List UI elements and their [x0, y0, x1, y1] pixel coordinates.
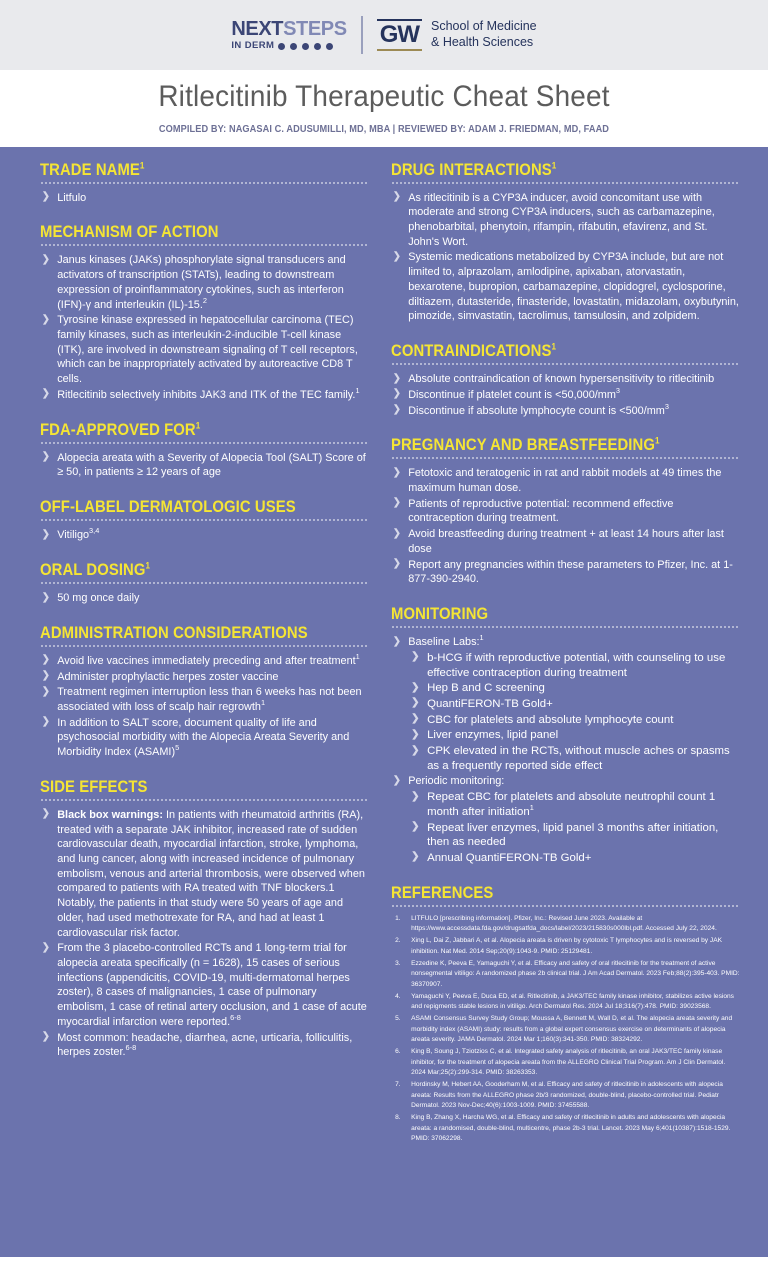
left-column	[40, 161, 369, 1241]
section-trade-name	[40, 161, 369, 206]
section-dot-divider	[40, 645, 369, 647]
sub-list-item: ❯ Repeat CBC for platelets and absolute neutrophil count 1 month after initiation$^1$	[391, 790, 740, 819]
list-item: ❯ From the 3 placebo-controlled RCTs and 1 long-term trial for alopecia areata specifically (n = 1628), 15 cases of serious infections (appendicitis, COVID-19, multi-dermatomal herpes zoster), 8 cases of malignancies, 1 case of pulmonary embolism, 1 case of retinal artery occlusion, and 1 case of acute myocardial infarction were reported.$^{6-8}$	[40, 941, 368, 1029]
section-oral-dosing	[40, 561, 369, 606]
section-dot-divider	[40, 442, 369, 444]
fda-approved-for-heading: FDA-APPROVED FOR$^1$	[40, 420, 201, 439]
section-dot-divider	[391, 626, 740, 628]
sub-list-item: ❯ CPK elevated in the RCTs, without muscle aches or spasms as a frequently reported side effect	[391, 744, 740, 773]
monitoring-heading: MONITORING	[391, 604, 489, 623]
section-dot-divider	[40, 182, 369, 184]
byline: COMPILED BY: NAGASAI C. ADUSUMILLI, MD, MBA | REVIEWED BY: ADAM J. FRIEDMAN, MD, FAAD	[158, 123, 610, 135]
trade-name-heading: TRADE NAME$^1$	[40, 160, 145, 179]
list-item: ❯ Avoid live vaccines immediately preceding and after treatment$^1$	[40, 654, 368, 669]
gw-school-name	[431, 19, 537, 50]
brand-steps-text: STEPS	[283, 18, 347, 41]
section-mechanism-of-action	[40, 223, 369, 402]
sub-list-item: ❯ b-HCG if with reproductive potential, with counseling to use effective contraception during treatment	[391, 651, 740, 680]
section-pregnancy-and-breastfeeding	[391, 436, 740, 587]
section-dot-divider	[40, 799, 369, 801]
sub-list-item: ❯ QuantiFERON-TB Gold+	[391, 697, 740, 712]
list-item: ❯ 50 mg once daily	[40, 591, 368, 606]
references-heading: REFERENCES	[391, 883, 494, 902]
list-item: ❯ Janus kinases (JAKs) phosphorylate signal transducers and activators of transcription (STATs), leading to downstream expression of proinflammatory cytokines, such as interferon (IFN)-γ and interleukin (IL)-15.$^2$	[40, 253, 368, 312]
contraindications-heading: CONTRAINDICATIONS$^1$	[391, 341, 557, 360]
sub-list-item: ❯ Liver enzymes, lipid panel	[391, 728, 740, 743]
oral-dosing-list	[40, 591, 369, 606]
section-administration-considerations	[40, 624, 369, 760]
reference-item: King B, Soung J, Tziotzios C, et al. Integrated safety analysis of ritlecitinib, an oral JAK3/TEC family kinase inhibitor, for the treatment of alopecia areata from the ALLEGRO Clinical Trial Program. Am J Clin Dermatol. 2024 Mar;25(2):299-314. PMID: 38263353.	[411, 1047, 726, 1077]
list-item: ❯ Baseline Labs:$^1$	[391, 635, 739, 650]
reference-item: King B, Zhang X, Harcha WG, et al. Efficacy and safety of ritlecitinib in adults and adolescents with alopecia areata: a randomised, double-blind, multicentre, phase 2b-3 trial. Lancet. 2023 May 6;401(10387):1518-1529. PMID: 37062298.	[411, 1113, 731, 1143]
brand-logo-bar	[0, 0, 768, 70]
section-off-label-dermatologic-uses	[40, 498, 369, 543]
logo-divider	[361, 16, 363, 54]
list-item: ❯ Vitiligo$^{3,4}$	[40, 528, 368, 543]
oral-dosing-heading: ORAL DOSING$^1$	[40, 560, 151, 579]
section-dot-divider	[391, 182, 740, 184]
references-section	[391, 884, 740, 1145]
section-dot-divider	[40, 244, 369, 246]
drug-interactions-heading: DRUG INTERACTIONS$^1$	[391, 160, 557, 179]
sub-list	[391, 651, 740, 774]
page-title: Ritlecitinib Therapeutic Cheat Sheet	[158, 80, 610, 113]
section-dot-divider	[40, 519, 369, 521]
list-item: ❯ Administer prophylactic herpes zoster vaccine	[40, 670, 368, 685]
sub-list	[391, 790, 740, 866]
next-steps-subline	[231, 41, 333, 51]
list-item: ❯ Systemic medications metabolized by CYP3A include, but are not limited to, alprazolam, amlodipine, apixaban, atorvastatin, bexarotene, bupropion, carbamazepine, clopidogrel, cyclosporine, diltiazem, dutasteride, finasteride, lovastatin, midazolam, oxybutynin, pimozide, simvastatin, tacrolimus, tamsulosin, and zolpidem.	[391, 250, 739, 324]
section-contraindications	[391, 342, 740, 418]
section-dot-divider	[391, 457, 740, 459]
brand-in-derm-text: IN DERM	[231, 40, 275, 52]
list-item: ❯ Most common: headache, diarrhea, acne, urticaria, folliculitis, herpes zoster.$^{6-8}$	[40, 1031, 368, 1060]
side-effects-heading: SIDE EFFECTS	[40, 777, 148, 796]
next-steps-in-derm-logo	[231, 19, 346, 51]
next-steps-wordmark	[231, 19, 346, 39]
reference-list	[391, 914, 740, 1145]
section-fda-approved-for	[40, 421, 369, 481]
administration-considerations-heading: ADMINISTRATION CONSIDERATIONS	[40, 623, 308, 642]
section-dot-divider	[40, 582, 369, 584]
reference-item: Hordinsky M, Hebert AA, Gooderham M, et al. Efficacy and safety of ritlecitinib in adolescents with alopecia areata: Results from the ALLEGRO phase 2b/3 randomized, double-blind, placebo-controlled trial. Pediatr Dermatol. 2023 Nov-Dec;40(6):1003-1009. PMID: 37455588.	[411, 1080, 723, 1110]
section-dot-divider	[391, 905, 740, 907]
sub-list-item: ❯ Repeat liver enzymes, lipid panel 3 months after initiation, then as needed	[391, 821, 740, 850]
off-label-dermatologic-uses-heading: OFF-LABEL DERMATOLOGIC USES	[40, 498, 296, 517]
list-item: ❯ Alopecia areata with a Severity of Alopecia Tool (SALT) Score of ≥ 50, in patients ≥ 12 years of age	[40, 451, 368, 480]
mechanism-of-action-list	[40, 253, 369, 402]
monitoring-list	[391, 635, 740, 866]
mechanism-of-action-heading: MECHANISM OF ACTION	[40, 223, 219, 242]
reference-item: LITFULO [prescribing information]. Pfizer, Inc.: Revised June 2023. Available at https://www.accessdata.fda.gov/drugsatfda_docs/label/2023/215830s000lbl.pdf. Accessed July 22, 2024.	[411, 914, 717, 933]
cheat-sheet-body	[0, 147, 768, 1257]
right-column	[391, 161, 740, 1241]
off-label-dermatologic-uses-list	[40, 528, 369, 543]
list-item: ❯ Tyrosine kinase expressed in hepatocellular carcinoma (TEC) family kinases, such as interleukin-2-inducible T-cell kinase (ITK), are involved in downstream signaling of T cell receptors, which can be inappropriately activated by autoreactive CD8 T cells.	[40, 313, 368, 387]
list-item: ❯ Report any pregnancies within these parameters to Pfizer, Inc. at 1-877-390-2940.	[391, 558, 739, 587]
reference-item: Ezzedine K, Peeva E, Yamaguchi Y, et al. Efficacy and safety of oral ritlecitinib for the treatment of active nonsegmental vitiligo: A randomized phase 2b clinical trial. J Am Acad Dermatol. 2023 Feb;88(2):395-403. PMID: 36370907.	[411, 959, 740, 988]
section-drug-interactions	[391, 161, 740, 324]
list-item: ❯ Discontinue if absolute lymphocyte count is $<500/mm^3$	[391, 404, 739, 419]
section-monitoring	[391, 605, 740, 866]
side-effects-list	[40, 808, 369, 1060]
pregnancy-and-breastfeeding-list	[391, 466, 740, 587]
list-item: ❯ Discontinue if platelet count is $<50,000/mm^3$	[391, 388, 739, 403]
gw-school-line1: School of Medicine	[431, 19, 537, 34]
list-item: ❯ Avoid breastfeeding during treatment + at least 14 hours after last dose	[391, 527, 739, 556]
list-item: ❯ Fetotoxic and teratogenic in rat and rabbit models at 49 times the maximum human dose.	[391, 466, 739, 495]
trade-name-list	[40, 191, 369, 206]
sub-list-item: ❯ Hep B and C screening	[391, 681, 740, 696]
list-item: ❯ Ritlecitinib selectively inhibits JAK3 and ITK of the TEC family.$^1$	[40, 388, 368, 403]
fda-approved-for-list	[40, 451, 369, 480]
gw-logo	[377, 19, 537, 51]
reference-item: Yamaguchi Y, Peeva E, Duca ED, et al. Ritlecitinib, a JAK3/TEC family kinase inhibitor, stabilizes active lesions and repigments stable lesions in vitiligo. Arch Dermatol Res. 2024 Jul 18;316(7):478. PMID: 39023568.	[411, 992, 734, 1011]
contraindications-list	[391, 372, 740, 418]
drug-interactions-list	[391, 191, 740, 324]
brand-next-text: NEXT	[231, 18, 284, 41]
list-item: ❯ Patients of reproductive potential: recommend effective contraception during treatment.	[391, 497, 739, 526]
list-item: ❯ As ritlecitinib is a CYP3A inducer, avoid concomitant use with moderate and strong CYP3A inducers, such as carbamazepine, phenobarbital, phenytoin, rifampin, rifabutin, efavirenz, and St. John's Wort.	[391, 191, 739, 250]
section-dot-divider	[391, 363, 740, 365]
reference-item: ASAMI Consensus Survey Study Group; Moussa A, Bennett M, Wall D, et al. The alopecia areata severity and morbidity index (ASAMI) study: results from a global expert consensus exercise on determinants of alopecia areata severity. JAMA Dermatol. 2024 Mar 1;160(3):341-350. PMID: 38324292.	[411, 1014, 733, 1044]
list-item: ❯ Black box warnings: In patients with rheumatoid arthritis (RA), treated with a separate JAK inhibitor, increased rate of sudden cardiovascular death, myocardial infarction, stroke, lymphoma, and lung cancer, along with increased incidence of pulmonary embolism, venous and arterial thrombosis, were observed when compared to patients with RA treated with TNF blockers.1 Notably, the patients in that study were 50 years of age and older, had used methotrexate for RA, and had at least 1 cardiovascular risk factor.	[40, 808, 368, 940]
section-side-effects	[40, 778, 369, 1060]
gw-monogram: GW	[377, 19, 422, 51]
list-item: ❯ In addition to SALT score, document quality of life and psychosocial morbidity with the Alopecia Areata Severity and Morbidity Index (ASAMI)$^5$	[40, 716, 368, 760]
reference-item: Xing L, Dai Z, Jabbari A, et al. Alopecia areata is driven by cytotoxic T lymphocytes and is reversed by JAK inhibition. Nat Med. 2014 Sep;20(9):1043-9. PMID: 25129481.	[411, 937, 723, 955]
sub-list-item: ❯ CBC for platelets and absolute lymphocyte count	[391, 713, 740, 728]
administration-considerations-list	[40, 654, 369, 760]
brand-dots-icon	[278, 43, 333, 50]
list-item: ❯ Litfulo	[40, 191, 368, 206]
list-item: ❯ Periodic monitoring:	[391, 774, 739, 789]
title-band	[0, 70, 768, 147]
gw-school-line2: & Health Sciences	[431, 35, 534, 49]
pregnancy-and-breastfeeding-heading: PREGNANCY AND BREASTFEEDING$^1$	[391, 435, 660, 455]
list-item: ❯ Treatment regimen interruption less than 6 weeks has not been associated with loss of scalp hair regrowth$^1$	[40, 685, 368, 714]
list-item: ❯ Absolute contraindication of known hypersensitivity to ritlecitinib	[391, 372, 739, 387]
sub-list-item: ❯ Annual QuantiFERON-TB Gold+	[391, 851, 740, 866]
